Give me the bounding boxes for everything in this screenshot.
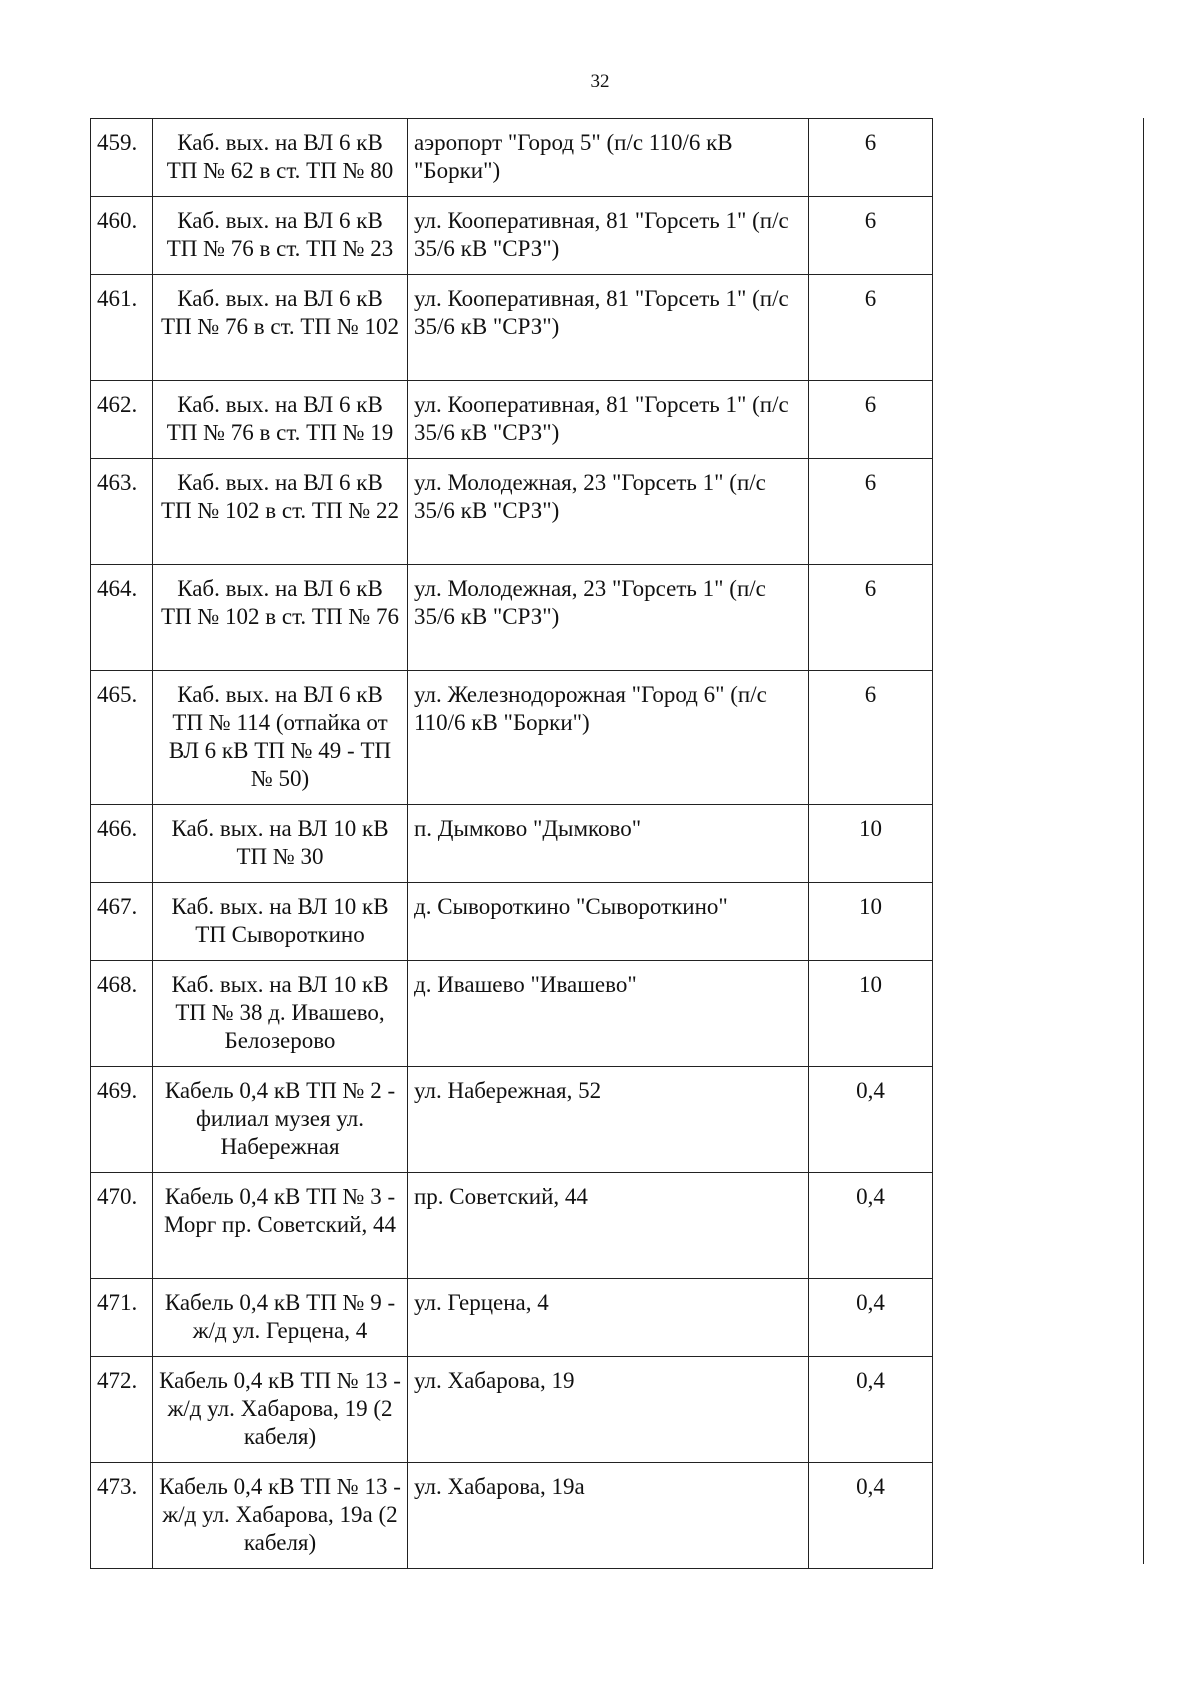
table-row xyxy=(91,961,933,1067)
object-name-cell: Кабель 0,4 кВ ТП № 13 - ж/д ул. Хабарова, 19 (2 кабеля) xyxy=(153,1357,408,1463)
table-row xyxy=(91,671,933,805)
voltage-cell: 0,4 xyxy=(809,1067,933,1173)
address-cell: аэропорт "Город 5" (п/с 110/6 кВ "Борки") xyxy=(408,119,809,197)
address-cell: ул. Кооперативная, 81 "Горсеть 1" (п/с 35/6 кВ "СРЗ") xyxy=(408,275,809,381)
row-number-cell: 462. xyxy=(91,381,153,459)
voltage-cell: 6 xyxy=(809,119,933,197)
object-name-cell: Кабель 0,4 кВ ТП № 13 - ж/д ул. Хабарова, 19а (2 кабеля) xyxy=(153,1463,408,1569)
page-number: 32 xyxy=(590,71,610,92)
object-name-cell: Каб. вых. на ВЛ 6 кВ ТП № 114 (отпайка от ВЛ 6 кВ ТП № 49 - ТП № 50) xyxy=(153,671,408,805)
table-row xyxy=(91,883,933,961)
object-name-cell: Каб. вых. на ВЛ 10 кВ ТП № 30 xyxy=(153,805,408,883)
address-cell: п. Дымково "Дымково" xyxy=(408,805,809,883)
table-row xyxy=(91,1357,933,1463)
address-cell: ул. Герцена, 4 xyxy=(408,1279,809,1357)
row-number-cell: 463. xyxy=(91,459,153,565)
row-number-cell: 468. xyxy=(91,961,153,1067)
object-name-cell: Каб. вых. на ВЛ 10 кВ ТП № 38 д. Ивашево, Белозерово xyxy=(153,961,408,1067)
address-cell: ул. Молодежная, 23 "Горсеть 1" (п/с 35/6 кВ "СРЗ") xyxy=(408,459,809,565)
table-row xyxy=(91,119,933,197)
voltage-cell: 6 xyxy=(809,197,933,275)
address-cell: пр. Советский, 44 xyxy=(408,1173,809,1279)
row-number-cell: 466. xyxy=(91,805,153,883)
object-name-cell: Каб. вых. на ВЛ 6 кВ ТП № 76 в ст. ТП № 19 xyxy=(153,381,408,459)
table-row xyxy=(91,805,933,883)
row-number-cell: 461. xyxy=(91,275,153,381)
table-row xyxy=(91,1067,933,1173)
voltage-cell: 0,4 xyxy=(809,1357,933,1463)
voltage-cell: 10 xyxy=(809,805,933,883)
voltage-cell: 6 xyxy=(809,275,933,381)
row-number-cell: 464. xyxy=(91,565,153,671)
address-cell: ул. Набережная, 52 xyxy=(408,1067,809,1173)
row-number-cell: 467. xyxy=(91,883,153,961)
records-table xyxy=(90,118,933,1569)
voltage-cell: 0,4 xyxy=(809,1173,933,1279)
row-number-cell: 459. xyxy=(91,119,153,197)
voltage-cell: 0,4 xyxy=(809,1463,933,1569)
voltage-cell: 6 xyxy=(809,381,933,459)
voltage-cell: 10 xyxy=(809,883,933,961)
address-cell: ул. Кооперативная, 81 "Горсеть 1" (п/с 35/6 кВ "СРЗ") xyxy=(408,381,809,459)
object-name-cell: Каб. вых. на ВЛ 6 кВ ТП № 102 в ст. ТП № 22 xyxy=(153,459,408,565)
object-name-cell: Каб. вых. на ВЛ 10 кВ ТП Сывороткино xyxy=(153,883,408,961)
table-row xyxy=(91,1279,933,1357)
object-name-cell: Кабель 0,4 кВ ТП № 3 - Морг пр. Советский, 44 xyxy=(153,1173,408,1279)
row-number-cell: 471. xyxy=(91,1279,153,1357)
object-name-cell: Каб. вых. на ВЛ 6 кВ ТП № 102 в ст. ТП № 76 xyxy=(153,565,408,671)
address-cell: д. Ивашево "Ивашево" xyxy=(408,961,809,1067)
address-cell: ул. Молодежная, 23 "Горсеть 1" (п/с 35/6 кВ "СРЗ") xyxy=(408,565,809,671)
table-row xyxy=(91,565,933,671)
right-margin-rule xyxy=(1143,118,1144,1564)
row-number-cell: 465. xyxy=(91,671,153,805)
address-cell: ул. Хабарова, 19 xyxy=(408,1357,809,1463)
object-name-cell: Каб. вых. на ВЛ 6 кВ ТП № 76 в ст. ТП № 102 xyxy=(153,275,408,381)
voltage-cell: 6 xyxy=(809,459,933,565)
address-cell: ул. Железнодорожная "Город 6" (п/с 110/6 кВ "Борки") xyxy=(408,671,809,805)
object-name-cell: Каб. вых. на ВЛ 6 кВ ТП № 76 в ст. ТП № 23 xyxy=(153,197,408,275)
address-cell: ул. Хабарова, 19а xyxy=(408,1463,809,1569)
row-number-cell: 473. xyxy=(91,1463,153,1569)
voltage-cell: 0,4 xyxy=(809,1279,933,1357)
table-row xyxy=(91,197,933,275)
table-row xyxy=(91,275,933,381)
object-name-cell: Кабель 0,4 кВ ТП № 2 - филиал музея ул. Набережная xyxy=(153,1067,408,1173)
table-row xyxy=(91,381,933,459)
voltage-cell: 6 xyxy=(809,671,933,805)
address-cell: д. Сывороткино "Сывороткино" xyxy=(408,883,809,961)
object-name-cell: Кабель 0,4 кВ ТП № 9 - ж/д ул. Герцена, 4 xyxy=(153,1279,408,1357)
records-table-body xyxy=(91,119,933,1569)
object-name-cell: Каб. вых. на ВЛ 6 кВ ТП № 62 в ст. ТП № 80 xyxy=(153,119,408,197)
address-cell: ул. Кооперативная, 81 "Горсеть 1" (п/с 35/6 кВ "СРЗ") xyxy=(408,197,809,275)
row-number-cell: 469. xyxy=(91,1067,153,1173)
row-number-cell: 470. xyxy=(91,1173,153,1279)
table-row xyxy=(91,459,933,565)
table-row xyxy=(91,1173,933,1279)
row-number-cell: 472. xyxy=(91,1357,153,1463)
voltage-cell: 10 xyxy=(809,961,933,1067)
table-row xyxy=(91,1463,933,1569)
voltage-cell: 6 xyxy=(809,565,933,671)
row-number-cell: 460. xyxy=(91,197,153,275)
